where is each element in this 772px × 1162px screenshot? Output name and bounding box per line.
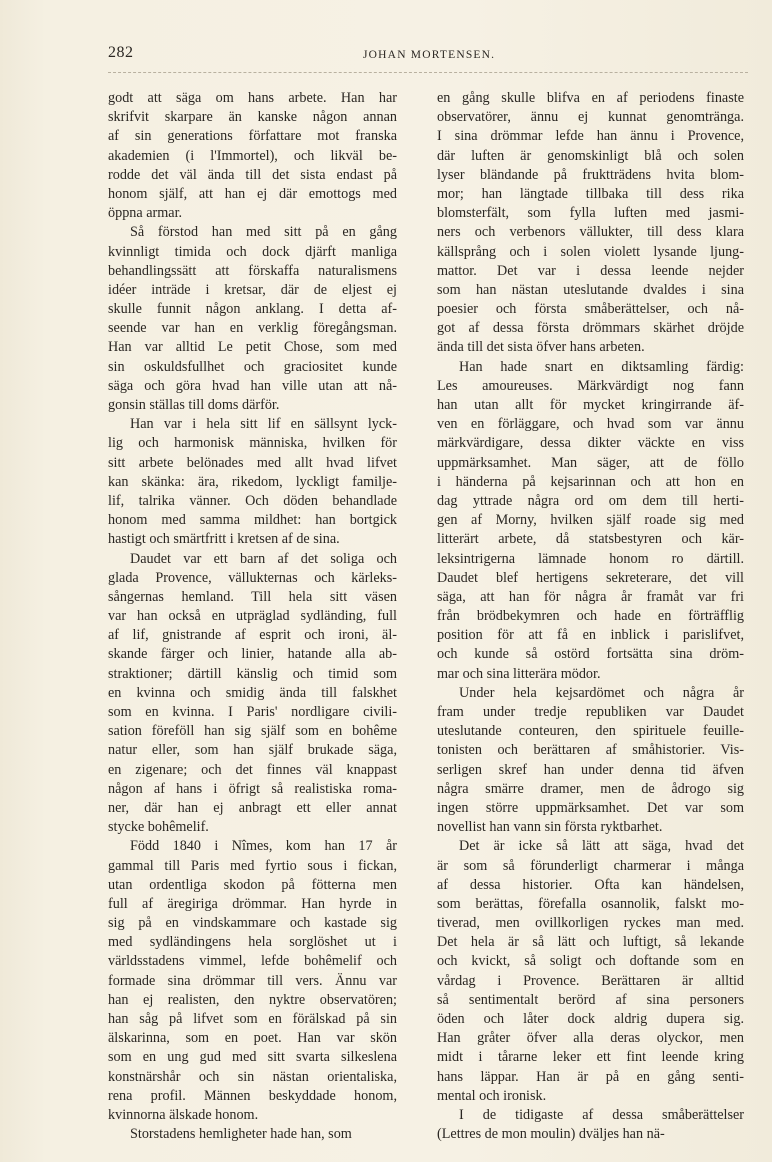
text-line: I de tidigaste af dessa småberättelser bbox=[459, 1106, 744, 1123]
text-line: poesier och första småberättelser, och nå- bbox=[437, 301, 744, 318]
text-line: är som så förunderligt charmerar i många bbox=[437, 857, 744, 874]
text-line: Född 1840 i Nîmes, kom han 17 år bbox=[130, 838, 397, 855]
text-line: Han var alltid Le petit Chose, som med bbox=[108, 339, 397, 356]
text-line: novellist han vann sin första ryktbarhet. bbox=[437, 819, 663, 836]
text-line: position för att få en inblick i parislifvet, bbox=[437, 627, 744, 644]
text-line: Han var i hela sitt lif en sällsynt lyck- bbox=[130, 416, 397, 433]
text-line: Daudet var ett barn af det soliga och bbox=[130, 550, 397, 567]
right-column bbox=[437, 89, 744, 1144]
text-line: idéer inträde i kretsar, där de eljest ej bbox=[108, 281, 397, 298]
text-line: Daudet blef hertigens sekreterare, det vill bbox=[437, 569, 744, 586]
text-line: och kvickt, så soligt och doftande som en bbox=[437, 953, 744, 970]
text-line: glada Provence, vällukternas och kärleks- bbox=[108, 569, 397, 586]
text-line: stycke bohêmelif. bbox=[108, 819, 209, 836]
text-line: skrifvit skarpare än kanske någon annan bbox=[108, 109, 397, 126]
text-line: (Lettres de mon moulin) dväljes han nä- bbox=[437, 1126, 665, 1143]
text-line: sation föreföll han sig själf som en bohême bbox=[108, 723, 397, 740]
text-line: leksintrigerna lämnade honom ro därtill. bbox=[437, 550, 744, 567]
text-line: I sina drömmar lefde han ännu i Provence, bbox=[437, 128, 744, 145]
text-line: tiverad, men ovillkorligen ryckes man med. bbox=[437, 915, 744, 932]
text-line: han utan allt för mycket kringirrande äf- bbox=[437, 397, 744, 413]
text-line: mar och sina litterära mödor. bbox=[437, 665, 601, 682]
running-head: JOHAN MORTENSEN. bbox=[363, 49, 496, 61]
text-line: natur eller, som han själf brukade säga, bbox=[108, 742, 397, 759]
page-number: 282 bbox=[108, 44, 134, 61]
text-line: öppna armar. bbox=[108, 205, 183, 222]
text-line: där luften är genomskinligt blå och solen bbox=[437, 147, 744, 164]
text-line: gonsin ställas till doms därför. bbox=[108, 397, 280, 413]
text-line: han ej realisten, den nyktre observatören; bbox=[108, 991, 397, 1008]
text-line: rodde det väl ända till det sista endast på bbox=[108, 166, 397, 183]
left-column bbox=[108, 89, 397, 1144]
text-line: konstnärshår och sin nästan orientaliska, bbox=[108, 1068, 397, 1085]
text-line: af sin generations författare mot franska bbox=[108, 128, 397, 145]
text-line: full af äregiriga drömmar. Han hyrde in bbox=[108, 895, 397, 912]
text-line: got af dessa första drömmars skärhet dröjde bbox=[437, 320, 744, 337]
text-line: Det är icke så lätt att säga, hvad det bbox=[459, 838, 744, 855]
text-line: midt i tårarne leker ett fint leende kring bbox=[437, 1049, 744, 1066]
text-line: ners och verbenors vällukter, till dess klara bbox=[437, 224, 744, 241]
text-line: kvinnligt timida och dock djärft manliga bbox=[108, 243, 397, 260]
text-line: lif, talrika vänner. Och döden behandlade bbox=[108, 492, 397, 509]
text-line: säga och göra hvad han ville utan att nå- bbox=[108, 377, 397, 394]
text-line: världsstadens vimmel, lefde bohêmelif och bbox=[108, 953, 397, 970]
text-line: formade sina drömmar till vers. Ännu var bbox=[108, 972, 397, 989]
text-line: vårdag i Provence. Berättaren är alltid bbox=[437, 972, 744, 989]
text-line: utan ordentliga skodon på fötterna men bbox=[108, 876, 397, 893]
text-line: litterärt arbete, då statsbestyren och kär- bbox=[437, 531, 744, 548]
text-line: dag yttrade några ord om dem till herti- bbox=[437, 492, 744, 509]
text-line: märkvärdigare, dessa dikter väckte en viss bbox=[437, 435, 744, 452]
text-line: öden och låter dock aldrig dupera sig. bbox=[437, 1011, 744, 1027]
text-line: ända till det sista öfver hans arbeten. bbox=[437, 339, 645, 356]
text-line: ven en förläggare, och hvad som var ännu bbox=[437, 416, 744, 433]
text-line: behandlingssätt att förskaffa naturalismens bbox=[108, 262, 397, 279]
header-rule bbox=[108, 72, 748, 74]
text-line: uppmärksamhet. Man säger, att de föllo bbox=[437, 454, 744, 471]
text-line: sig på en vindskammare och kastade sig bbox=[108, 915, 397, 932]
text-line: från brödbekymren och hade en förträfflig bbox=[437, 608, 744, 625]
text-line: säga, att han för några år framåt var fri bbox=[437, 588, 744, 605]
text-line: som en ung gud med sitt svarta silkeslena bbox=[108, 1049, 397, 1066]
text-line: serligen skref han under denna tid äfven bbox=[437, 761, 744, 778]
text-line: lig och harmonisk människa, hvilken för bbox=[108, 435, 397, 452]
text-line: Det hela är så lätt och luftigt, så lekande bbox=[437, 934, 744, 951]
text-line: källsprång och i solen violett lysande ljung- bbox=[437, 243, 744, 260]
text-line: honom med samma mildhet: han bortgick bbox=[108, 512, 397, 529]
text-line: med sydländingens hela sorglöshet ut i bbox=[108, 934, 397, 951]
text-line: Han hade snart en diktsamling färdig: bbox=[459, 358, 744, 375]
text-line: i händerna på kejsarinnan och att hon en bbox=[437, 473, 744, 490]
text-line: han såg på lifvet som en förälskad på sin bbox=[108, 1011, 397, 1027]
text-line: kan skänka: ära, rikedom, lyckligt familje- bbox=[108, 473, 397, 490]
text-line: sitt arbete belönades med allt hvad lifvet bbox=[108, 454, 397, 471]
text-line: kvinnorna älskade honom. bbox=[108, 1106, 259, 1123]
text-line: Han gråter öfver alla deras olyckor, men bbox=[437, 1030, 744, 1047]
text-line: skande färger och linier, hatande alla ab- bbox=[108, 646, 397, 663]
text-line: Under hela kejsardömet och några år bbox=[459, 684, 744, 701]
text-line: och kunde så ostörd fortsätta sina dröm- bbox=[437, 646, 744, 663]
page-header bbox=[108, 44, 748, 72]
text-line: en gång skulle blifva en af periodens finaste bbox=[437, 90, 744, 106]
text-line: så sentimentalt berörd af sina personers bbox=[437, 991, 744, 1008]
text-line: sångernas hemland. Till hela sitt väsen bbox=[108, 588, 397, 605]
text-line: Les amoureuses. Märkvärdigt nog fann bbox=[437, 377, 744, 394]
text-line: en zigenare; och det finnes väl knappast bbox=[108, 761, 397, 778]
text-line: Storstadens hemligheter hade han, som bbox=[130, 1126, 352, 1143]
text-line: af lif, gnistrande af esprit och ironi, äl- bbox=[108, 627, 397, 644]
text-line: uteslutande conteuren, den spirituele feuille- bbox=[437, 723, 744, 740]
text-line: rena profil. Männen beskyddade honom, bbox=[108, 1087, 397, 1104]
text-line: blomsterfält, som fylla luften med jasmi- bbox=[437, 205, 744, 222]
text-line: mental och ironisk. bbox=[437, 1087, 547, 1104]
text-line: Så förstod han med sitt på en gång bbox=[130, 224, 397, 241]
text-line: lyser bländande på fruktträdens hvita blom- bbox=[437, 166, 744, 183]
text-line: var han också en utpräglad sydländing, full bbox=[108, 608, 397, 625]
text-line: som han nästan uteslutande dvaldes i sina bbox=[437, 281, 744, 298]
text-line: hans läppar. Han är på en gång senti- bbox=[437, 1068, 744, 1085]
text-line: observatörer, ännu ej kunnat genomtränga. bbox=[437, 109, 744, 126]
text-line: som en kvinna. I Paris' nordligare civili- bbox=[108, 704, 397, 720]
text-line: älskarinna, som en poet. Han var skön bbox=[108, 1030, 397, 1047]
text-line: gen af Morny, hvilken själf roade sig med bbox=[437, 512, 744, 529]
text-line: mor; han längtade tillbaka till dess rika bbox=[437, 185, 744, 202]
text-line: hastigt och smärtfritt i kretsen af de sina. bbox=[108, 531, 340, 548]
text-line: af dessa historier. Ofta kan händelsen, bbox=[437, 876, 744, 893]
text-line: som berättas, förefalla osannolik, falskt mo- bbox=[437, 895, 744, 912]
text-line: sin oskuldsfullhet och graciositet kunde bbox=[108, 358, 397, 375]
text-line: gammal till Paris med fyrtio sous i fickan, bbox=[108, 857, 397, 874]
text-line: ingen större uppmärksamhet. Det var som bbox=[437, 799, 744, 816]
text-line: ner, där han ej anbragt ett eller annat bbox=[108, 799, 397, 816]
text-line: godt att säga om hans arbete. Han har bbox=[108, 90, 397, 106]
text-line: tonisten och berättaren af småhistorier. Vis- bbox=[437, 742, 744, 759]
text-line: seende var han en verklig föregångsman. bbox=[108, 320, 397, 337]
text-line: några smärre dramer, men de ådrogo sig bbox=[437, 780, 744, 797]
text-line: någon af hans i öfrigt så realistiska roma- bbox=[108, 780, 397, 797]
text-line: akademien (i l'Immortel), och likväl be- bbox=[108, 147, 397, 164]
text-line: straktioner; därtill känslig och timid som bbox=[108, 665, 397, 682]
text-line: mattor. Det var i dessa leende nejder bbox=[437, 262, 744, 279]
text-line: fram under tredje republiken var Daudet bbox=[437, 704, 744, 720]
text-line: skulle funnit någon anklang. I detta af- bbox=[108, 301, 397, 318]
text-line: honom själf, att han ej där emottogs med bbox=[108, 185, 397, 202]
text-line: en kvinna och smidig ända till falskhet bbox=[108, 684, 397, 701]
